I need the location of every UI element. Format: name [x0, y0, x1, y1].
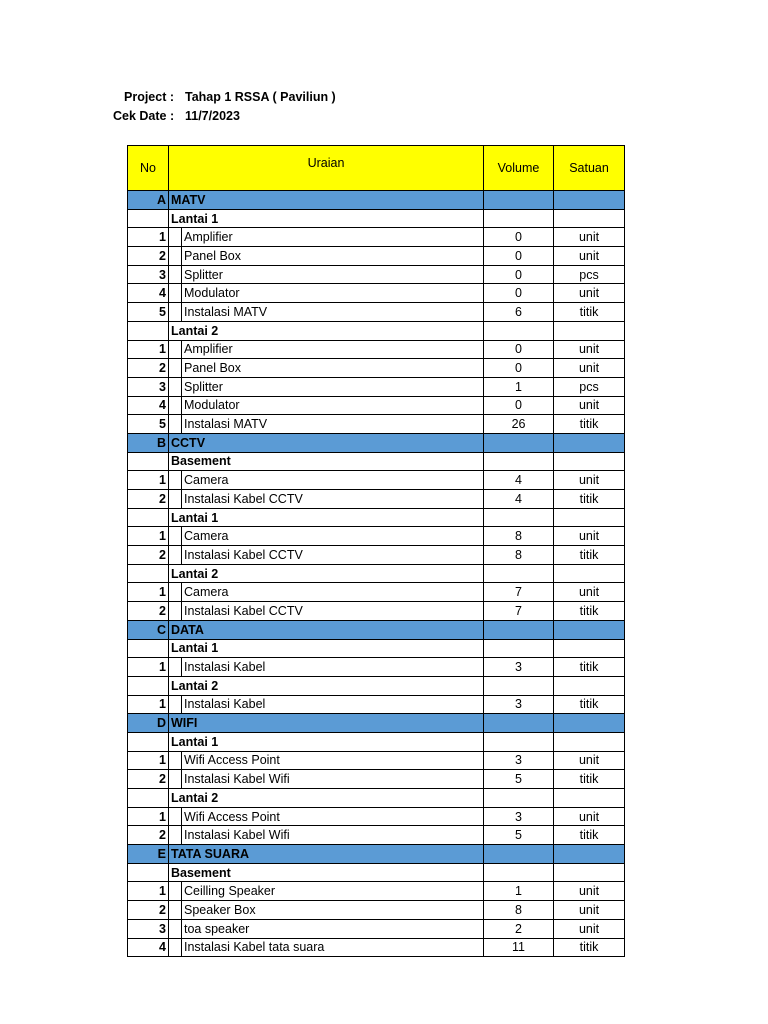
table-row — [128, 658, 625, 677]
row-volume — [484, 676, 554, 695]
row-no — [128, 676, 169, 695]
row-volume: 8 — [484, 901, 554, 920]
row-label: Panel Box — [182, 247, 484, 266]
row-volume — [484, 620, 554, 639]
row-label: Instalasi Kabel — [182, 695, 484, 714]
row-indent — [169, 303, 182, 322]
row-satuan — [554, 732, 625, 751]
row-label: Lantai 2 — [169, 789, 484, 808]
subheading-row — [128, 676, 625, 695]
row-label: Camera — [182, 527, 484, 546]
row-no: 2 — [128, 546, 169, 565]
category-row — [128, 191, 625, 210]
row-no: 1 — [128, 228, 169, 247]
row-satuan: titik — [554, 695, 625, 714]
row-no — [128, 321, 169, 340]
row-label: Instalasi Kabel Wifi — [182, 770, 484, 789]
header-uraian: Uraian — [169, 146, 484, 191]
table-row — [128, 751, 625, 770]
row-satuan: unit — [554, 228, 625, 247]
row-label: Instalasi Kabel CCTV — [182, 546, 484, 565]
row-label: Splitter — [182, 377, 484, 396]
row-no: 1 — [128, 527, 169, 546]
table-row — [128, 490, 625, 509]
row-indent — [169, 265, 182, 284]
row-indent — [169, 396, 182, 415]
row-satuan: unit — [554, 471, 625, 490]
row-volume: 1 — [484, 377, 554, 396]
row-indent — [169, 901, 182, 920]
row-satuan — [554, 845, 625, 864]
table-row — [128, 602, 625, 621]
row-volume: 3 — [484, 658, 554, 677]
row-no: 1 — [128, 583, 169, 602]
subheading-row — [128, 508, 625, 527]
header-satuan: Satuan — [554, 146, 625, 191]
row-label: Instalasi Kabel Wifi — [182, 826, 484, 845]
row-no: E — [128, 845, 169, 864]
table-row — [128, 527, 625, 546]
row-label: Panel Box — [182, 359, 484, 378]
row-no: 4 — [128, 284, 169, 303]
row-volume — [484, 452, 554, 471]
row-volume — [484, 508, 554, 527]
table-row — [128, 471, 625, 490]
row-no: 1 — [128, 807, 169, 826]
row-indent — [169, 284, 182, 303]
row-satuan: titik — [554, 658, 625, 677]
row-indent — [169, 770, 182, 789]
row-volume: 4 — [484, 471, 554, 490]
row-indent — [169, 527, 182, 546]
row-indent — [169, 377, 182, 396]
row-no — [128, 508, 169, 527]
row-indent — [169, 807, 182, 826]
table-row — [128, 807, 625, 826]
row-volume: 0 — [484, 284, 554, 303]
row-no: A — [128, 191, 169, 210]
row-label: TATA SUARA — [169, 845, 484, 864]
project-value: Tahap 1 RSSA ( Paviliun ) — [185, 90, 336, 104]
row-volume: 7 — [484, 602, 554, 621]
row-label: Instalasi MATV — [182, 303, 484, 322]
table-row — [128, 340, 625, 359]
row-no — [128, 863, 169, 882]
row-no: C — [128, 620, 169, 639]
volume-table — [127, 145, 625, 957]
row-label: Amplifier — [182, 340, 484, 359]
row-label: Wifi Access Point — [182, 751, 484, 770]
row-satuan — [554, 508, 625, 527]
row-satuan: unit — [554, 247, 625, 266]
row-volume — [484, 191, 554, 210]
row-no: 2 — [128, 359, 169, 378]
row-indent — [169, 415, 182, 434]
row-volume: 26 — [484, 415, 554, 434]
row-no: 2 — [128, 770, 169, 789]
row-no: 2 — [128, 602, 169, 621]
row-no: 4 — [128, 396, 169, 415]
row-satuan: titik — [554, 938, 625, 957]
row-label: WIFI — [169, 714, 484, 733]
table-row — [128, 247, 625, 266]
row-indent — [169, 658, 182, 677]
row-volume: 5 — [484, 826, 554, 845]
row-indent — [169, 583, 182, 602]
row-satuan: titik — [554, 826, 625, 845]
row-volume: 0 — [484, 359, 554, 378]
row-no — [128, 732, 169, 751]
row-label: Instalasi MATV — [182, 415, 484, 434]
row-indent — [169, 247, 182, 266]
row-volume: 8 — [484, 546, 554, 565]
row-label: Lantai 2 — [169, 321, 484, 340]
row-volume: 3 — [484, 807, 554, 826]
row-volume — [484, 209, 554, 228]
subheading-row — [128, 789, 625, 808]
date-value: 11/7/2023 — [185, 109, 240, 123]
subheading-row — [128, 732, 625, 751]
row-volume: 3 — [484, 751, 554, 770]
row-no: 2 — [128, 826, 169, 845]
table-row — [128, 695, 625, 714]
row-satuan: titik — [554, 770, 625, 789]
row-no: D — [128, 714, 169, 733]
row-satuan — [554, 676, 625, 695]
table-row — [128, 303, 625, 322]
category-row — [128, 845, 625, 864]
row-no: 2 — [128, 901, 169, 920]
row-volume: 0 — [484, 396, 554, 415]
row-label: Lantai 2 — [169, 564, 484, 583]
row-volume — [484, 714, 554, 733]
row-satuan: unit — [554, 882, 625, 901]
row-label: toa speaker — [182, 919, 484, 938]
row-satuan — [554, 209, 625, 228]
row-satuan — [554, 564, 625, 583]
table-row — [128, 901, 625, 920]
table-row — [128, 359, 625, 378]
row-indent — [169, 919, 182, 938]
table-row — [128, 583, 625, 602]
row-satuan: pcs — [554, 377, 625, 396]
row-label: Camera — [182, 471, 484, 490]
row-indent — [169, 471, 182, 490]
row-volume: 4 — [484, 490, 554, 509]
row-satuan: unit — [554, 527, 625, 546]
row-no: 5 — [128, 303, 169, 322]
row-volume: 11 — [484, 938, 554, 957]
row-indent — [169, 228, 182, 247]
row-label: DATA — [169, 620, 484, 639]
table-row — [128, 284, 625, 303]
row-label: Basement — [169, 452, 484, 471]
row-indent — [169, 340, 182, 359]
row-no: 1 — [128, 471, 169, 490]
header-no: No — [128, 146, 169, 191]
row-no — [128, 564, 169, 583]
row-no: 5 — [128, 415, 169, 434]
row-volume — [484, 863, 554, 882]
row-satuan: unit — [554, 807, 625, 826]
row-label: Modulator — [182, 396, 484, 415]
row-satuan: titik — [554, 490, 625, 509]
subheading-row — [128, 863, 625, 882]
row-no — [128, 789, 169, 808]
table-row — [128, 770, 625, 789]
table-row — [128, 228, 625, 247]
table-row — [128, 265, 625, 284]
row-no: 4 — [128, 938, 169, 957]
table-row — [128, 938, 625, 957]
row-satuan — [554, 433, 625, 452]
row-indent — [169, 938, 182, 957]
subheading-row — [128, 564, 625, 583]
row-indent — [169, 490, 182, 509]
row-satuan — [554, 714, 625, 733]
row-indent — [169, 882, 182, 901]
row-no: 2 — [128, 490, 169, 509]
row-label: Amplifier — [182, 228, 484, 247]
table-header — [128, 146, 625, 191]
row-no: 1 — [128, 882, 169, 901]
row-label: Lantai 2 — [169, 676, 484, 695]
subheading-row — [128, 639, 625, 658]
row-satuan: unit — [554, 919, 625, 938]
row-indent — [169, 602, 182, 621]
table-row — [128, 377, 625, 396]
table-row — [128, 882, 625, 901]
date-label: Cek Date : — [113, 109, 175, 123]
row-satuan: titik — [554, 602, 625, 621]
row-satuan — [554, 789, 625, 808]
row-satuan — [554, 452, 625, 471]
row-satuan: titik — [554, 415, 625, 434]
row-no — [128, 639, 169, 658]
row-volume: 7 — [484, 583, 554, 602]
row-volume — [484, 564, 554, 583]
row-satuan: unit — [554, 751, 625, 770]
row-no: 1 — [128, 751, 169, 770]
row-label: Splitter — [182, 265, 484, 284]
row-no: 2 — [128, 247, 169, 266]
row-no: 3 — [128, 377, 169, 396]
row-satuan — [554, 863, 625, 882]
row-indent — [169, 359, 182, 378]
row-label: Instalasi Kabel CCTV — [182, 602, 484, 621]
row-volume — [484, 789, 554, 808]
subheading-row — [128, 452, 625, 471]
row-label: Lantai 1 — [169, 639, 484, 658]
row-volume: 5 — [484, 770, 554, 789]
row-indent — [169, 695, 182, 714]
table-row — [128, 396, 625, 415]
row-label: Instalasi Kabel tata suara — [182, 938, 484, 957]
category-row — [128, 433, 625, 452]
row-label: Lantai 1 — [169, 209, 484, 228]
row-volume — [484, 433, 554, 452]
row-no: B — [128, 433, 169, 452]
row-indent — [169, 546, 182, 565]
row-satuan: unit — [554, 284, 625, 303]
row-volume: 0 — [484, 265, 554, 284]
row-satuan: unit — [554, 359, 625, 378]
row-volume — [484, 732, 554, 751]
row-satuan: pcs — [554, 265, 625, 284]
row-satuan — [554, 191, 625, 210]
row-volume: 1 — [484, 882, 554, 901]
table-row — [128, 546, 625, 565]
row-no: 3 — [128, 265, 169, 284]
row-satuan: unit — [554, 901, 625, 920]
row-satuan — [554, 620, 625, 639]
row-satuan — [554, 321, 625, 340]
row-satuan — [554, 639, 625, 658]
row-volume — [484, 639, 554, 658]
row-volume: 0 — [484, 228, 554, 247]
row-label: Instalasi Kabel CCTV — [182, 490, 484, 509]
row-volume: 8 — [484, 527, 554, 546]
category-row — [128, 714, 625, 733]
row-label: Lantai 1 — [169, 732, 484, 751]
row-satuan: unit — [554, 583, 625, 602]
row-label: Camera — [182, 583, 484, 602]
subheading-row — [128, 209, 625, 228]
row-label: MATV — [169, 191, 484, 210]
row-volume: 3 — [484, 695, 554, 714]
row-no: 1 — [128, 658, 169, 677]
row-label: Instalasi Kabel — [182, 658, 484, 677]
subheading-row — [128, 321, 625, 340]
row-satuan: titik — [554, 546, 625, 565]
row-satuan: unit — [554, 340, 625, 359]
category-row — [128, 620, 625, 639]
row-satuan: titik — [554, 303, 625, 322]
header-volume: Volume — [484, 146, 554, 191]
table-row — [128, 919, 625, 938]
row-no: 3 — [128, 919, 169, 938]
row-no — [128, 452, 169, 471]
row-label: Lantai 1 — [169, 508, 484, 527]
row-volume — [484, 845, 554, 864]
table-row — [128, 415, 625, 434]
row-label: Wifi Access Point — [182, 807, 484, 826]
row-volume — [484, 321, 554, 340]
row-label: Speaker Box — [182, 901, 484, 920]
row-volume: 0 — [484, 247, 554, 266]
row-label: CCTV — [169, 433, 484, 452]
row-label: Ceilling Speaker — [182, 882, 484, 901]
row-label: Basement — [169, 863, 484, 882]
row-no — [128, 209, 169, 228]
row-volume: 6 — [484, 303, 554, 322]
row-no: 1 — [128, 695, 169, 714]
row-volume: 2 — [484, 919, 554, 938]
row-satuan: unit — [554, 396, 625, 415]
row-no: 1 — [128, 340, 169, 359]
table-row — [128, 826, 625, 845]
row-volume: 0 — [484, 340, 554, 359]
row-label: Modulator — [182, 284, 484, 303]
row-indent — [169, 826, 182, 845]
row-indent — [169, 751, 182, 770]
project-label: Project : — [124, 90, 175, 104]
